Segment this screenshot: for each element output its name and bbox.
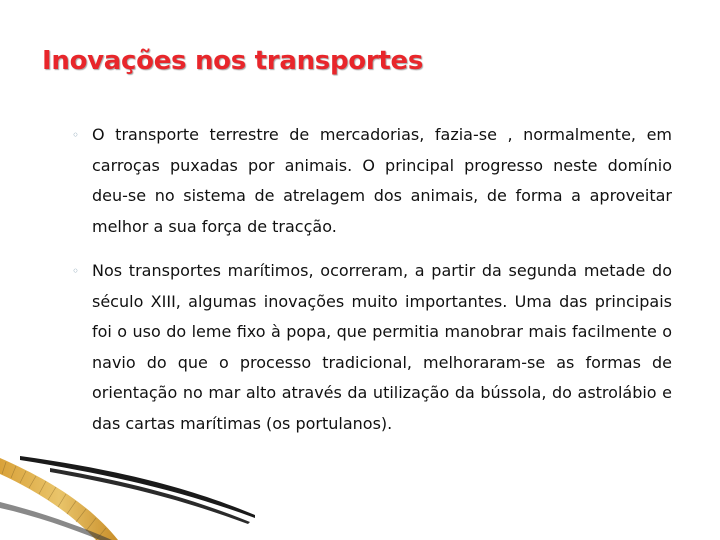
bullet-text: O transporte terrestre de mercadorias, fazia-se , normalmente, em carroças puxadas por animais. O principal progresso neste domínio deu-se no sistema de atrelagem dos animais, de forma a aproveitar melhor a sua força de tracção.	[92, 125, 672, 236]
decorative-swoosh-icon	[0, 440, 720, 540]
bullet-text: Nos transportes marítimos, ocorreram, a partir da segunda metade do século XIII, algumas inovações muito importantes. Uma das principais foi o uso do leme fixo à popa, que permitia manobrar mais facilmente o navio do que o processo tradicional, melhoraram-se as formas de orientação no mar alto através da utilização da bússola, do astrolábio e das cartas marítimas (os portulanos).	[92, 261, 672, 433]
bullet-item	[72, 256, 672, 439]
bullet-item	[72, 120, 672, 242]
bullet-marker-icon: ◦	[72, 264, 80, 278]
slide-title: Inovações nos transportes	[42, 46, 423, 76]
bullet-list	[72, 120, 672, 453]
bullet-marker-icon: ◦	[72, 128, 80, 142]
